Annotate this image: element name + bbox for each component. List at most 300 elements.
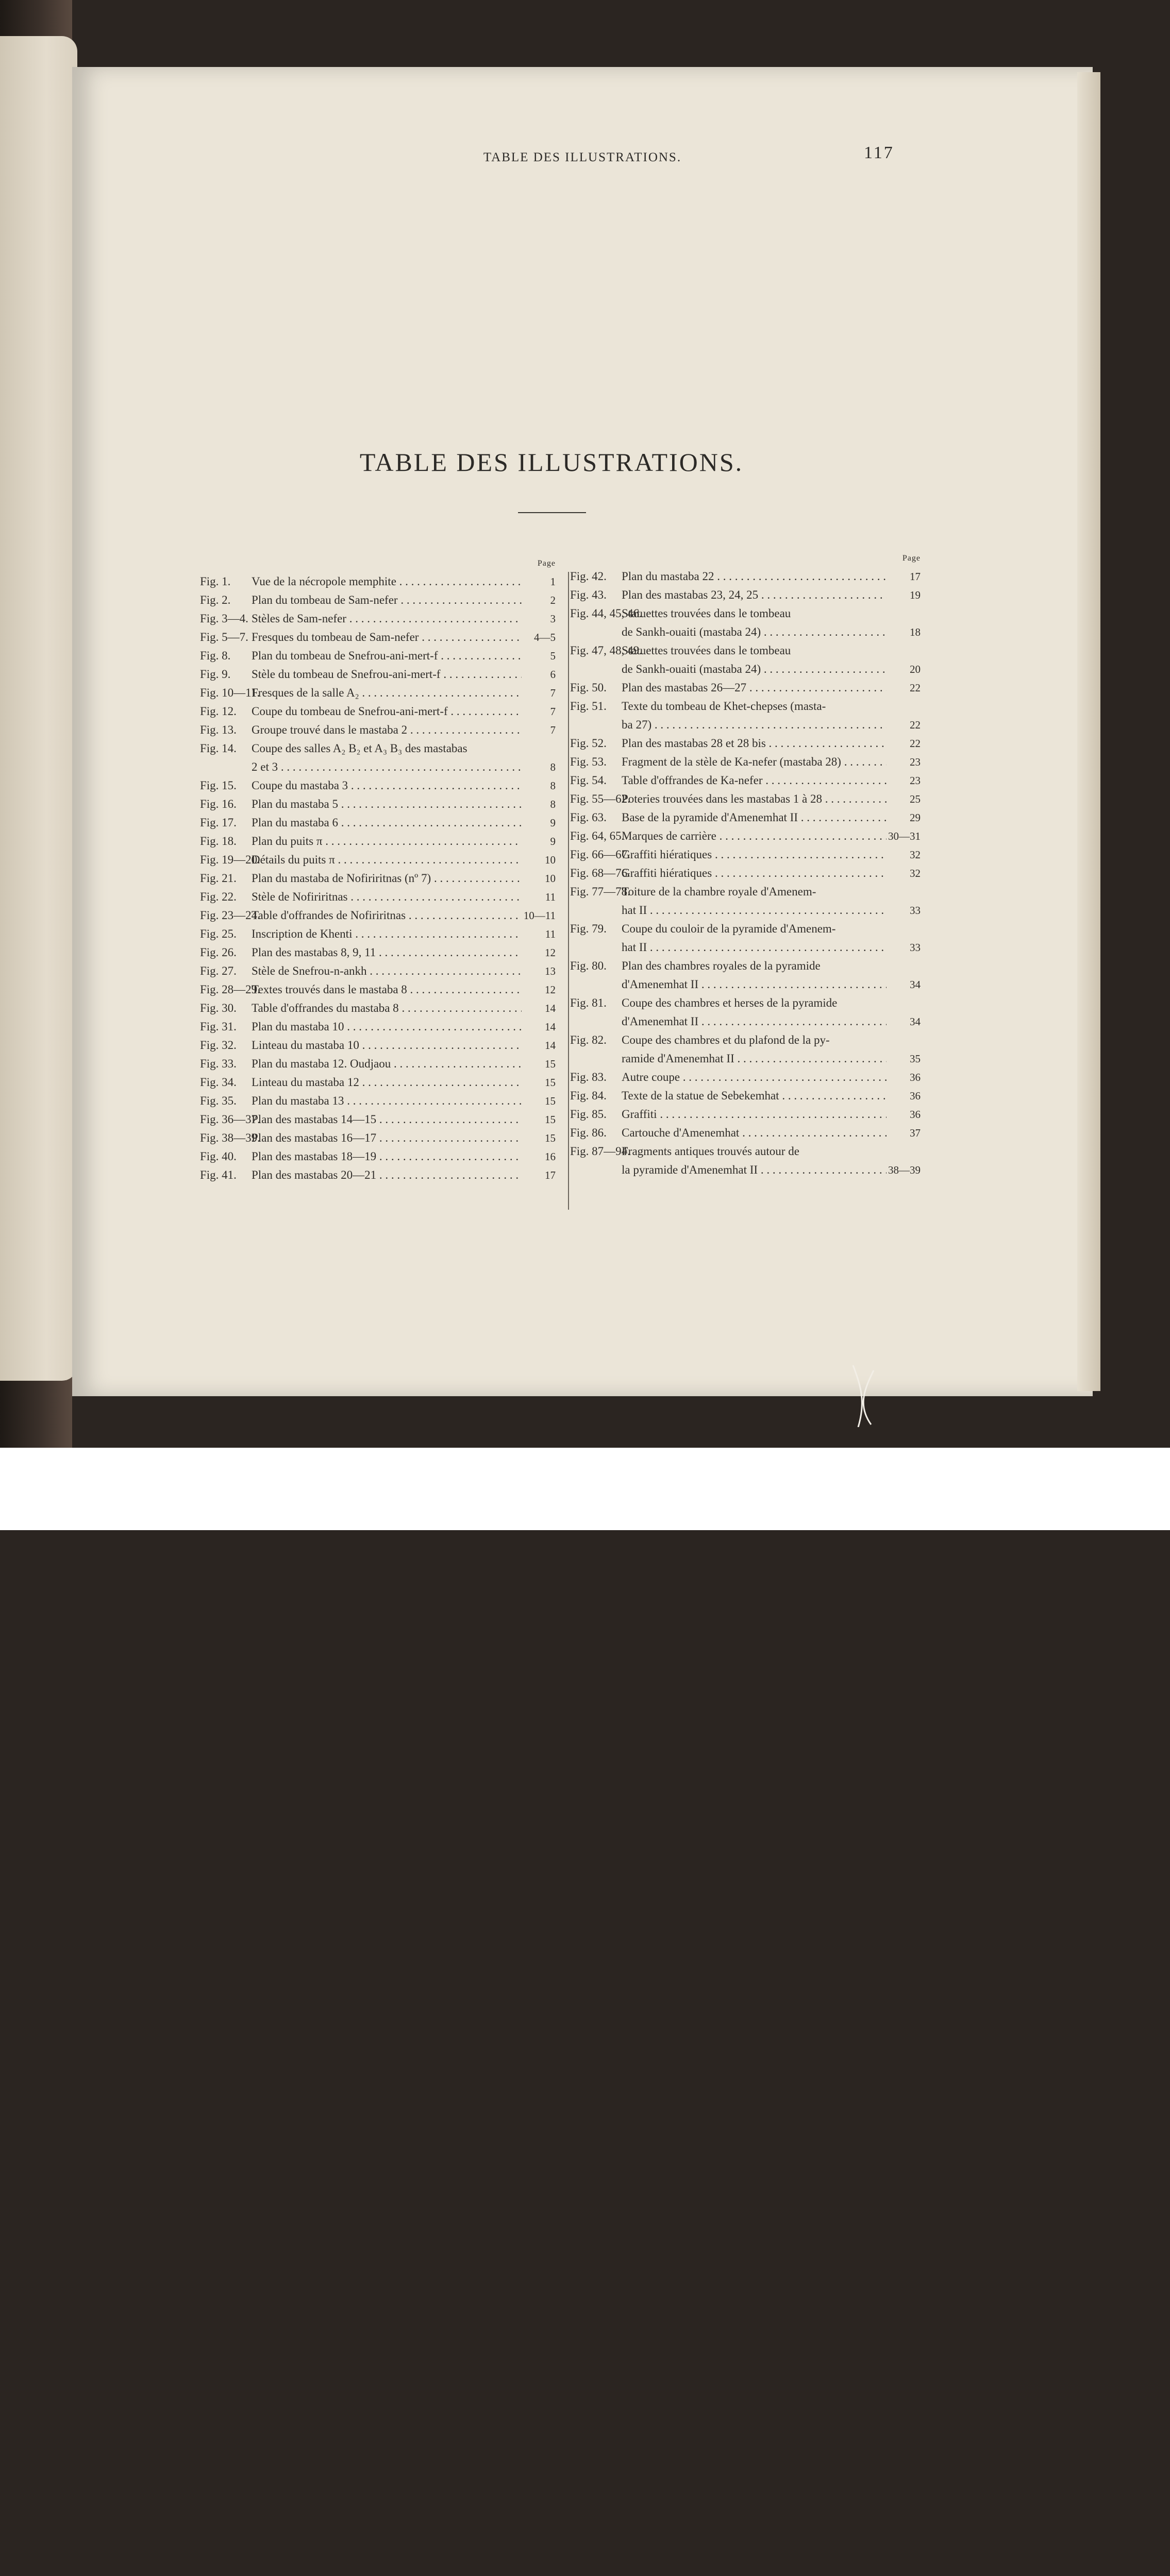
page-reference: 19 — [910, 589, 921, 601]
figure-entry — [570, 734, 921, 753]
figure-number: Fig. 81. — [570, 996, 607, 1009]
page-reference: 15 — [545, 1058, 556, 1070]
caption-line: Plan du mastaba 13 . . . — [252, 1092, 522, 1110]
page-reference: 12 — [545, 984, 556, 996]
figure-caption — [252, 684, 522, 702]
figure-caption — [252, 999, 522, 1018]
figure-number: Fig. 34. — [200, 1076, 237, 1089]
figure-caption — [252, 1055, 522, 1073]
page-reference: 22 — [910, 719, 921, 731]
page-reference: 33 — [910, 904, 921, 917]
figure-caption — [252, 795, 522, 814]
figure-number: Fig. 40. — [200, 1150, 237, 1163]
figure-caption — [252, 925, 522, 943]
caption-line: Plan du mastaba 6 . . . — [252, 814, 522, 832]
figure-entry — [200, 609, 556, 628]
figure-entry — [570, 1031, 921, 1068]
figure-entry — [570, 604, 921, 641]
figure-number: Fig. 55—62. — [570, 792, 630, 805]
page-reference: 6 — [550, 668, 556, 681]
caption-line: Linteau du mastaba 10 . . . — [252, 1036, 522, 1055]
page-reference: 5 — [550, 650, 556, 662]
caption-line: Fresques du tombeau de Sam-nefer . . . — [252, 628, 522, 647]
figure-number: Fig. 87—94. — [570, 1145, 630, 1158]
caption-line: Fragment de la stèle de Ka-nefer (mastaba 28) . . . — [622, 753, 887, 771]
caption-line: Plan des mastabas 18—19 . . . — [252, 1147, 522, 1166]
caption-line: Base de la pyramide d'Amenemhat II . . . — [622, 808, 887, 827]
figure-caption — [252, 609, 522, 628]
caption-line: Graffiti hiératiques . . . — [622, 845, 887, 864]
figure-caption — [252, 1036, 522, 1055]
caption-line: hat II . . . — [622, 901, 887, 920]
figure-number: Fig. 44, 45, 46. — [570, 607, 642, 620]
figure-number: Fig. 43. — [570, 588, 607, 601]
page-stack-edge — [1077, 72, 1100, 1391]
figure-number: Fig. 51. — [570, 700, 607, 713]
figure-entry — [200, 795, 556, 814]
page-reference: 30—31 — [888, 830, 921, 842]
figure-number: Fig. 15. — [200, 779, 237, 792]
figure-entry — [200, 1018, 556, 1036]
caption-line: Table d'offrandes de Nofiriritnas . . . — [252, 906, 522, 925]
figure-number: Fig. 35. — [200, 1094, 237, 1107]
page-reference: 32 — [910, 849, 921, 861]
caption-line: Stèle de Nofiriritnas . . . — [252, 888, 522, 906]
page-column-label: Page — [537, 559, 556, 568]
figure-entry — [200, 776, 556, 795]
figure-caption — [622, 753, 887, 771]
page-reference: 7 — [550, 687, 556, 699]
figure-caption — [622, 1087, 887, 1105]
figure-entry — [200, 572, 556, 591]
running-head: TABLE DES ILLUSTRATIONS. — [483, 150, 682, 164]
page-reference: 16 — [545, 1150, 556, 1163]
figure-number: Fig. 63. — [570, 811, 607, 824]
caption-line: Cartouche d'Amenemhat . . . — [622, 1124, 887, 1142]
caption-line: Linteau du mastaba 12 . . . — [252, 1073, 522, 1092]
title-divider — [518, 512, 586, 513]
figure-entry — [570, 883, 921, 920]
figure-number: Fig. 13. — [200, 723, 237, 736]
page-column-label: Page — [902, 554, 921, 563]
figure-number: Fig. 3—4. — [200, 612, 248, 625]
caption-line: Fresques de la salle A₂ . . . — [252, 684, 522, 702]
figure-caption — [622, 604, 887, 641]
caption-line: Plan du mastaba 22 . . . — [622, 567, 887, 586]
figure-caption — [622, 679, 887, 697]
page-reference: 22 — [910, 682, 921, 694]
page-reference: 15 — [545, 1113, 556, 1126]
figure-caption — [252, 832, 522, 851]
figure-caption — [252, 980, 522, 999]
page-reference: 15 — [545, 1076, 556, 1089]
page-reference: 17 — [545, 1169, 556, 1181]
caption-line: Coupe du couloir de la pyramide d'Amenem- — [622, 922, 836, 935]
caption-line: 2 et 3 . . . — [252, 758, 522, 776]
caption-line: Graffiti hiératiques . . . — [622, 864, 887, 883]
page-reference: 34 — [910, 978, 921, 991]
figure-number: Fig. 38—39. — [200, 1131, 260, 1144]
figure-number: Fig. 52. — [570, 737, 607, 750]
figure-number: Fig. 25. — [200, 927, 237, 940]
caption-line: Statuettes trouvées dans le tombeau — [622, 644, 791, 657]
caption-line: Plan des chambres royales de la pyramide — [622, 959, 821, 972]
figure-number: Fig. 33. — [200, 1057, 237, 1070]
page-reference: 11 — [545, 928, 556, 940]
figure-number: Fig. 77—78. — [570, 885, 630, 898]
figure-number: Fig. 17. — [200, 816, 237, 829]
page-reference: 8 — [550, 798, 556, 810]
page-reference: 8 — [550, 761, 556, 773]
page-reference: 17 — [910, 570, 921, 583]
page-reference: 4—5 — [534, 631, 556, 643]
caption-line: Plan du mastaba de Nofiriritnas (nº 7) . . . — [252, 869, 522, 888]
figure-entry — [570, 697, 921, 734]
column-divider — [568, 572, 569, 1210]
figure-caption — [252, 851, 522, 869]
caption-line: Plan du mastaba 5 . . . — [252, 795, 522, 814]
figure-caption — [622, 567, 887, 586]
figure-caption — [622, 1031, 887, 1068]
figure-entry — [200, 1036, 556, 1055]
footer-bar — [0, 1448, 1170, 1530]
page-reference: 10 — [545, 872, 556, 885]
figure-caption — [252, 1129, 522, 1147]
page-reference: 22 — [910, 737, 921, 750]
figure-entry — [200, 888, 556, 906]
caption-line: Coupe du mastaba 3 . . . — [252, 776, 522, 795]
figure-caption — [622, 1142, 887, 1179]
figure-number: Fig. 79. — [570, 922, 607, 935]
page-reference: 33 — [910, 941, 921, 954]
caption-line: Plan des mastabas 26—27 . . . — [622, 679, 887, 697]
figure-entry — [200, 1055, 556, 1073]
page-reference: 8 — [550, 779, 556, 792]
caption-line: Vue de la nécropole memphite . . . — [252, 572, 522, 591]
page-reference: 14 — [545, 1002, 556, 1014]
figure-entry — [200, 721, 556, 739]
figure-caption — [622, 697, 887, 734]
caption-line: Texte du tombeau de Khet-chepses (masta- — [622, 700, 826, 713]
caption-line: la pyramide d'Amenemhat II . . . — [622, 1161, 887, 1179]
figure-number: Fig. 68—76. — [570, 867, 630, 879]
caption-line: Détails du puits π . . . — [252, 851, 522, 869]
page-reference: 20 — [910, 663, 921, 675]
caption-line: Texte de la statue de Sebekemhat . . . — [622, 1087, 887, 1105]
caption-line: Statuettes trouvées dans le tombeau — [622, 607, 791, 620]
figure-caption — [622, 883, 887, 920]
binding-thread — [848, 1365, 879, 1427]
figure-entry — [200, 702, 556, 721]
figure-caption — [252, 628, 522, 647]
page-reference: 23 — [910, 756, 921, 768]
figure-caption — [252, 1092, 522, 1110]
figure-caption — [622, 994, 887, 1031]
caption-line: Plan des mastabas 20—21 . . . — [252, 1166, 522, 1184]
caption-line: Coupe des chambres et du plafond de la py- — [622, 1033, 830, 1046]
figure-number: Fig. 1. — [200, 575, 231, 588]
caption-line: Coupe des chambres et herses de la pyramide — [622, 996, 838, 1009]
figure-number: Fig. 32. — [200, 1039, 237, 1052]
figure-number: Fig. 36—37. — [200, 1113, 260, 1126]
figure-entry — [200, 1147, 556, 1166]
figure-entry — [570, 586, 921, 604]
page-reference: 34 — [910, 1015, 921, 1028]
figure-entry — [570, 957, 921, 994]
figure-caption — [252, 647, 522, 665]
page-reference: 3 — [550, 613, 556, 625]
figure-caption — [622, 1124, 887, 1142]
caption-line: Plan du puits π . . . — [252, 832, 522, 851]
figure-entry — [570, 920, 921, 957]
caption-line: Coupe des salles A₂ B₂ et A₃ B₃ des mastabas — [252, 742, 467, 755]
figure-caption — [252, 943, 522, 962]
figure-number: Fig. 27. — [200, 964, 237, 977]
figure-number: Fig. 53. — [570, 755, 607, 768]
figure-caption — [252, 1018, 522, 1036]
page-reference: 15 — [545, 1095, 556, 1107]
caption-line: hat II . . . — [622, 938, 887, 957]
figure-entry — [200, 1166, 556, 1184]
figure-caption — [622, 864, 887, 883]
figure-caption — [252, 906, 522, 925]
figure-entry — [200, 869, 556, 888]
figure-number: Fig. 64, 65. — [570, 829, 625, 842]
caption-line: Marques de carrière . . . — [622, 827, 887, 845]
figure-number: Fig. 83. — [570, 1071, 607, 1083]
page-number: 117 — [864, 143, 894, 162]
page-reference: 14 — [545, 1039, 556, 1052]
figure-entry — [200, 1129, 556, 1147]
figure-number: Fig. 82. — [570, 1033, 607, 1046]
figure-caption — [252, 702, 522, 721]
figure-number: Fig. 8. — [200, 649, 231, 662]
figure-entry — [570, 771, 921, 790]
page-reference: 37 — [910, 1127, 921, 1139]
figure-caption — [252, 776, 522, 795]
figure-number: Fig. 80. — [570, 959, 607, 972]
figure-caption — [252, 572, 522, 591]
figure-number: Fig. 28—29. — [200, 983, 260, 996]
caption-line: Plan des mastabas 8, 9, 11 . . . — [252, 943, 522, 962]
figure-caption — [252, 1110, 522, 1129]
page-reference: 32 — [910, 867, 921, 879]
figure-entry — [200, 684, 556, 702]
figure-entry — [570, 864, 921, 883]
page-reference: 10—11 — [523, 909, 556, 922]
figure-number: Fig. 42. — [570, 570, 607, 583]
figure-entry — [200, 1092, 556, 1110]
caption-line: Stèles de Sam-nefer . . . — [252, 609, 522, 628]
caption-line: Plan des mastabas 14—15 . . . — [252, 1110, 522, 1129]
page-reference: 1 — [550, 575, 556, 588]
figure-caption — [622, 845, 887, 864]
caption-line: ramide d'Amenemhat II . . . — [622, 1049, 887, 1068]
figure-entry — [570, 641, 921, 679]
figure-number: Fig. 86. — [570, 1126, 607, 1139]
figure-number: Fig. 54. — [570, 774, 607, 787]
figure-entry — [200, 814, 556, 832]
figure-number: Fig. 41. — [200, 1168, 237, 1181]
figure-number: Fig. 31. — [200, 1020, 237, 1033]
caption-line: Table d'offrandes de Ka-nefer . . . — [622, 771, 887, 790]
figure-entry — [200, 906, 556, 925]
page-reference: 11 — [545, 891, 556, 903]
figure-entry — [200, 999, 556, 1018]
figure-number: Fig. 5—7. — [200, 631, 248, 643]
caption-line: Plan des mastabas 23, 24, 25 . . . — [622, 586, 887, 604]
figure-number: Fig. 9. — [200, 668, 231, 681]
caption-line: Table d'offrandes du mastaba 8 . . . — [252, 999, 522, 1018]
figure-entry — [200, 851, 556, 869]
page-reference: 38—39 — [888, 1164, 921, 1176]
caption-line: de Sankh-ouaiti (mastaba 24) . . . — [622, 623, 887, 641]
figure-entry — [200, 980, 556, 999]
page-reference: 18 — [910, 626, 921, 638]
page-reference: 29 — [910, 811, 921, 824]
figure-entry — [200, 1110, 556, 1129]
figure-caption — [252, 739, 522, 776]
caption-line: ba 27) . . . — [622, 716, 887, 734]
figure-entry — [570, 790, 921, 808]
figure-entry — [570, 567, 921, 586]
figure-entry — [570, 753, 921, 771]
figure-caption — [622, 641, 887, 679]
left-page-edge — [0, 36, 77, 1381]
caption-line: Inscription de Khenti . . . — [252, 925, 522, 943]
caption-line: Coupe du tombeau de Snefrou-ani-mert-f . . . — [252, 702, 522, 721]
figure-caption — [622, 771, 887, 790]
figure-caption — [252, 962, 522, 980]
page-reference: 9 — [550, 835, 556, 848]
caption-line: Fragments antiques trouvés autour de — [622, 1145, 799, 1158]
figure-entry — [570, 808, 921, 827]
figure-caption — [622, 734, 887, 753]
figure-number: Fig. 47, 48, 49. — [570, 644, 642, 657]
figure-number: Fig. 21. — [200, 872, 237, 885]
page-reference: 36 — [910, 1090, 921, 1102]
figure-number: Fig. 26. — [200, 946, 237, 959]
right-column — [570, 554, 921, 1179]
figure-caption — [252, 1073, 522, 1092]
figure-number: Fig. 30. — [200, 1002, 237, 1014]
caption-line: Plan du mastaba 10 . . . — [252, 1018, 522, 1036]
figure-caption — [622, 957, 887, 994]
figure-caption — [252, 665, 522, 684]
figure-entry — [570, 1142, 921, 1179]
figure-caption — [622, 790, 887, 808]
figure-entry — [570, 1124, 921, 1142]
caption-line: Plan du tombeau de Snefrou-ani-mert-f . . . — [252, 647, 522, 665]
figure-caption — [252, 1166, 522, 1184]
figure-entry — [200, 943, 556, 962]
figure-number: Fig. 23—24. — [200, 909, 260, 922]
figure-entry — [200, 739, 556, 776]
figure-caption — [622, 1105, 887, 1124]
figure-caption — [622, 586, 887, 604]
page-reference: 36 — [910, 1071, 921, 1083]
page-title: TABLE DES ILLUSTRATIONS. — [359, 448, 744, 477]
caption-line: Poteries trouvées dans les mastabas 1 à 28 . . . — [622, 790, 887, 808]
figure-entry — [200, 628, 556, 647]
page-reference: 23 — [910, 774, 921, 787]
figure-entry — [570, 679, 921, 697]
caption-line: Graffiti . . . — [622, 1105, 887, 1124]
figure-entry — [570, 1068, 921, 1087]
figure-number: Fig. 2. — [200, 594, 231, 606]
figure-entry — [200, 647, 556, 665]
page-reference: 12 — [545, 946, 556, 959]
figure-caption — [252, 869, 522, 888]
figure-caption — [252, 888, 522, 906]
right-entry-list — [570, 567, 921, 1179]
caption-line: Groupe trouvé dans le mastaba 2 . . . — [252, 721, 522, 739]
caption-line: Plan des mastabas 28 et 28 bis . . . — [622, 734, 887, 753]
figure-number: Fig. 50. — [570, 681, 607, 694]
figure-entry — [570, 845, 921, 864]
caption-line: Toiture de la chambre royale d'Amenem- — [622, 885, 816, 898]
figure-number: Fig. 10—11. — [200, 686, 260, 699]
page-reference: 25 — [910, 793, 921, 805]
figure-number: Fig. 84. — [570, 1089, 607, 1102]
caption-line: Textes trouvés dans le mastaba 8 . . . — [252, 980, 522, 999]
figure-number: Fig. 12. — [200, 705, 237, 718]
figure-number: Fig. 18. — [200, 835, 237, 848]
page-reference: 13 — [545, 965, 556, 977]
caption-line: d'Amenemhat II . . . — [622, 975, 887, 994]
figure-number: Fig. 19—20. — [200, 853, 260, 866]
figure-number: Fig. 22. — [200, 890, 237, 903]
figure-caption — [622, 808, 887, 827]
figure-number: Fig. 16. — [200, 798, 237, 810]
left-column — [200, 559, 556, 1184]
figure-entry — [200, 832, 556, 851]
caption-line: Stèle de Snefrou-n-ankh . . . — [252, 962, 522, 980]
caption-line: de Sankh-ouaiti (mastaba 24) . . . — [622, 660, 887, 679]
page-reference: 35 — [910, 1053, 921, 1065]
page-reference: 9 — [550, 817, 556, 829]
figure-caption — [252, 721, 522, 739]
figure-entry — [200, 925, 556, 943]
figure-entry — [570, 1087, 921, 1105]
page-reference: 10 — [545, 854, 556, 866]
figure-entry — [200, 591, 556, 609]
caption-line: Stèle du tombeau de Snefrou-ani-mert-f . . . — [252, 665, 522, 684]
figure-entry — [200, 665, 556, 684]
figure-entry — [570, 1105, 921, 1124]
caption-line: Plan des mastabas 16—17 . . . — [252, 1129, 522, 1147]
left-entry-list — [200, 572, 556, 1184]
figure-caption — [622, 1068, 887, 1087]
figure-number: Fig. 14. — [200, 742, 237, 755]
figure-caption — [252, 1147, 522, 1166]
figure-entry — [570, 994, 921, 1031]
figure-caption — [252, 591, 522, 609]
figure-caption — [622, 827, 887, 845]
figure-caption — [622, 920, 887, 957]
figure-number: Fig. 66—67. — [570, 848, 630, 861]
page-reference: 7 — [550, 705, 556, 718]
page-reference: 36 — [910, 1108, 921, 1121]
caption-line: d'Amenemhat II . . . — [622, 1012, 887, 1031]
figure-entry — [570, 827, 921, 845]
page-reference: 15 — [545, 1132, 556, 1144]
page-reference: 2 — [550, 594, 556, 606]
page-reference: 7 — [550, 724, 556, 736]
figure-caption — [252, 814, 522, 832]
caption-line: Autre coupe . . . — [622, 1068, 887, 1087]
caption-line: Plan du tombeau de Sam-nefer . . . — [252, 591, 522, 609]
